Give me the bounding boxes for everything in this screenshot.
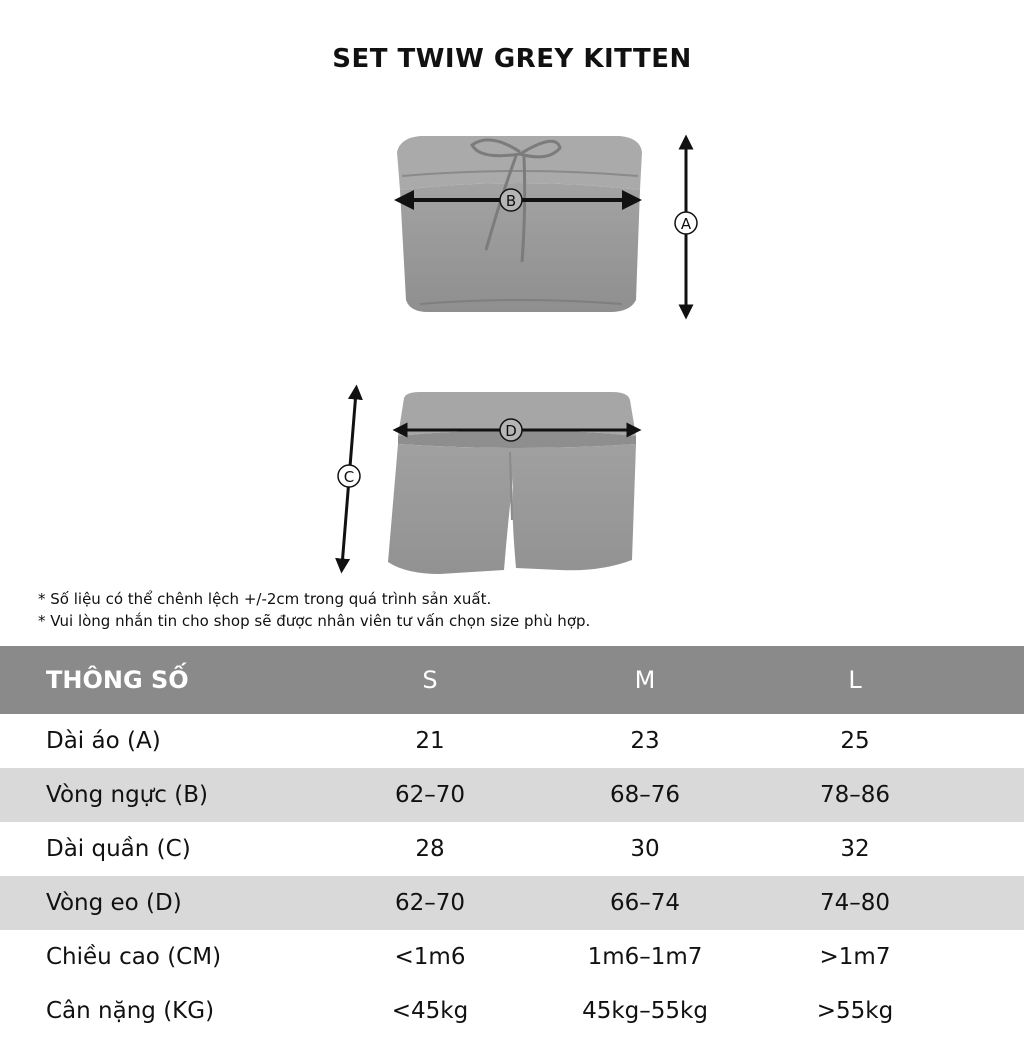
header-size-s: S [422,666,438,694]
cell-l: >1m7 [819,944,891,970]
note-tolerance: * Số liệu có thể chênh lệch +/-2cm trong quá trình sản xuất. [38,590,492,608]
cell-m: 68–76 [609,782,681,808]
table-header [0,646,1024,714]
table-row [0,768,1024,822]
row-label: Vòng ngực (B) [46,782,208,808]
cell-l: 74–80 [819,890,891,916]
row-label: Cân nặng (KG) [46,998,215,1024]
cell-m: 66–74 [609,890,681,916]
header-size-m: M [634,666,656,694]
cell-s: 62–70 [394,890,466,916]
tube-top-image [397,136,642,312]
header-size-l: L [848,666,862,694]
label-c: C [343,468,355,486]
product-title: SET TWIW GREY KITTEN [332,44,692,74]
cell-m: 45kg–55kg [582,998,708,1024]
cell-s: <1m6 [394,944,466,970]
cell-m: 23 [630,728,660,754]
cell-l: 25 [840,728,870,754]
cell-s: <45kg [391,998,469,1024]
notes [38,588,590,632]
measure-a-arrow [675,142,697,312]
table-row [0,876,1024,930]
cell-s: 62–70 [394,782,466,808]
label-b: B [505,192,517,210]
note-contact: * Vui lòng nhắn tin cho shop sẽ được nhân viên tư vấn chọn size phù hợp. [38,612,591,630]
cell-m: 1m6–1m7 [587,944,703,970]
row-label: Dài áo (A) [46,728,161,754]
table-row [0,984,1024,1038]
cell-l: >55kg [816,998,894,1024]
cell-l: 32 [840,836,870,862]
row-label: Vòng eo (D) [46,890,182,916]
cell-m: 30 [630,836,660,862]
row-label: Chiều cao (CM) [46,944,222,970]
table-row [0,714,1024,768]
size-table [0,646,1024,1038]
cell-s: 28 [415,836,445,862]
label-a: A [680,215,692,233]
header-spec: THÔNG SỐ [46,666,189,694]
table-row [0,930,1024,984]
table-row [0,822,1024,876]
label-d: D [505,422,517,440]
row-label: Dài quần (C) [46,836,191,862]
measure-c-arrow [338,392,360,566]
cell-l: 78–86 [819,782,891,808]
cell-s: 21 [415,728,445,754]
